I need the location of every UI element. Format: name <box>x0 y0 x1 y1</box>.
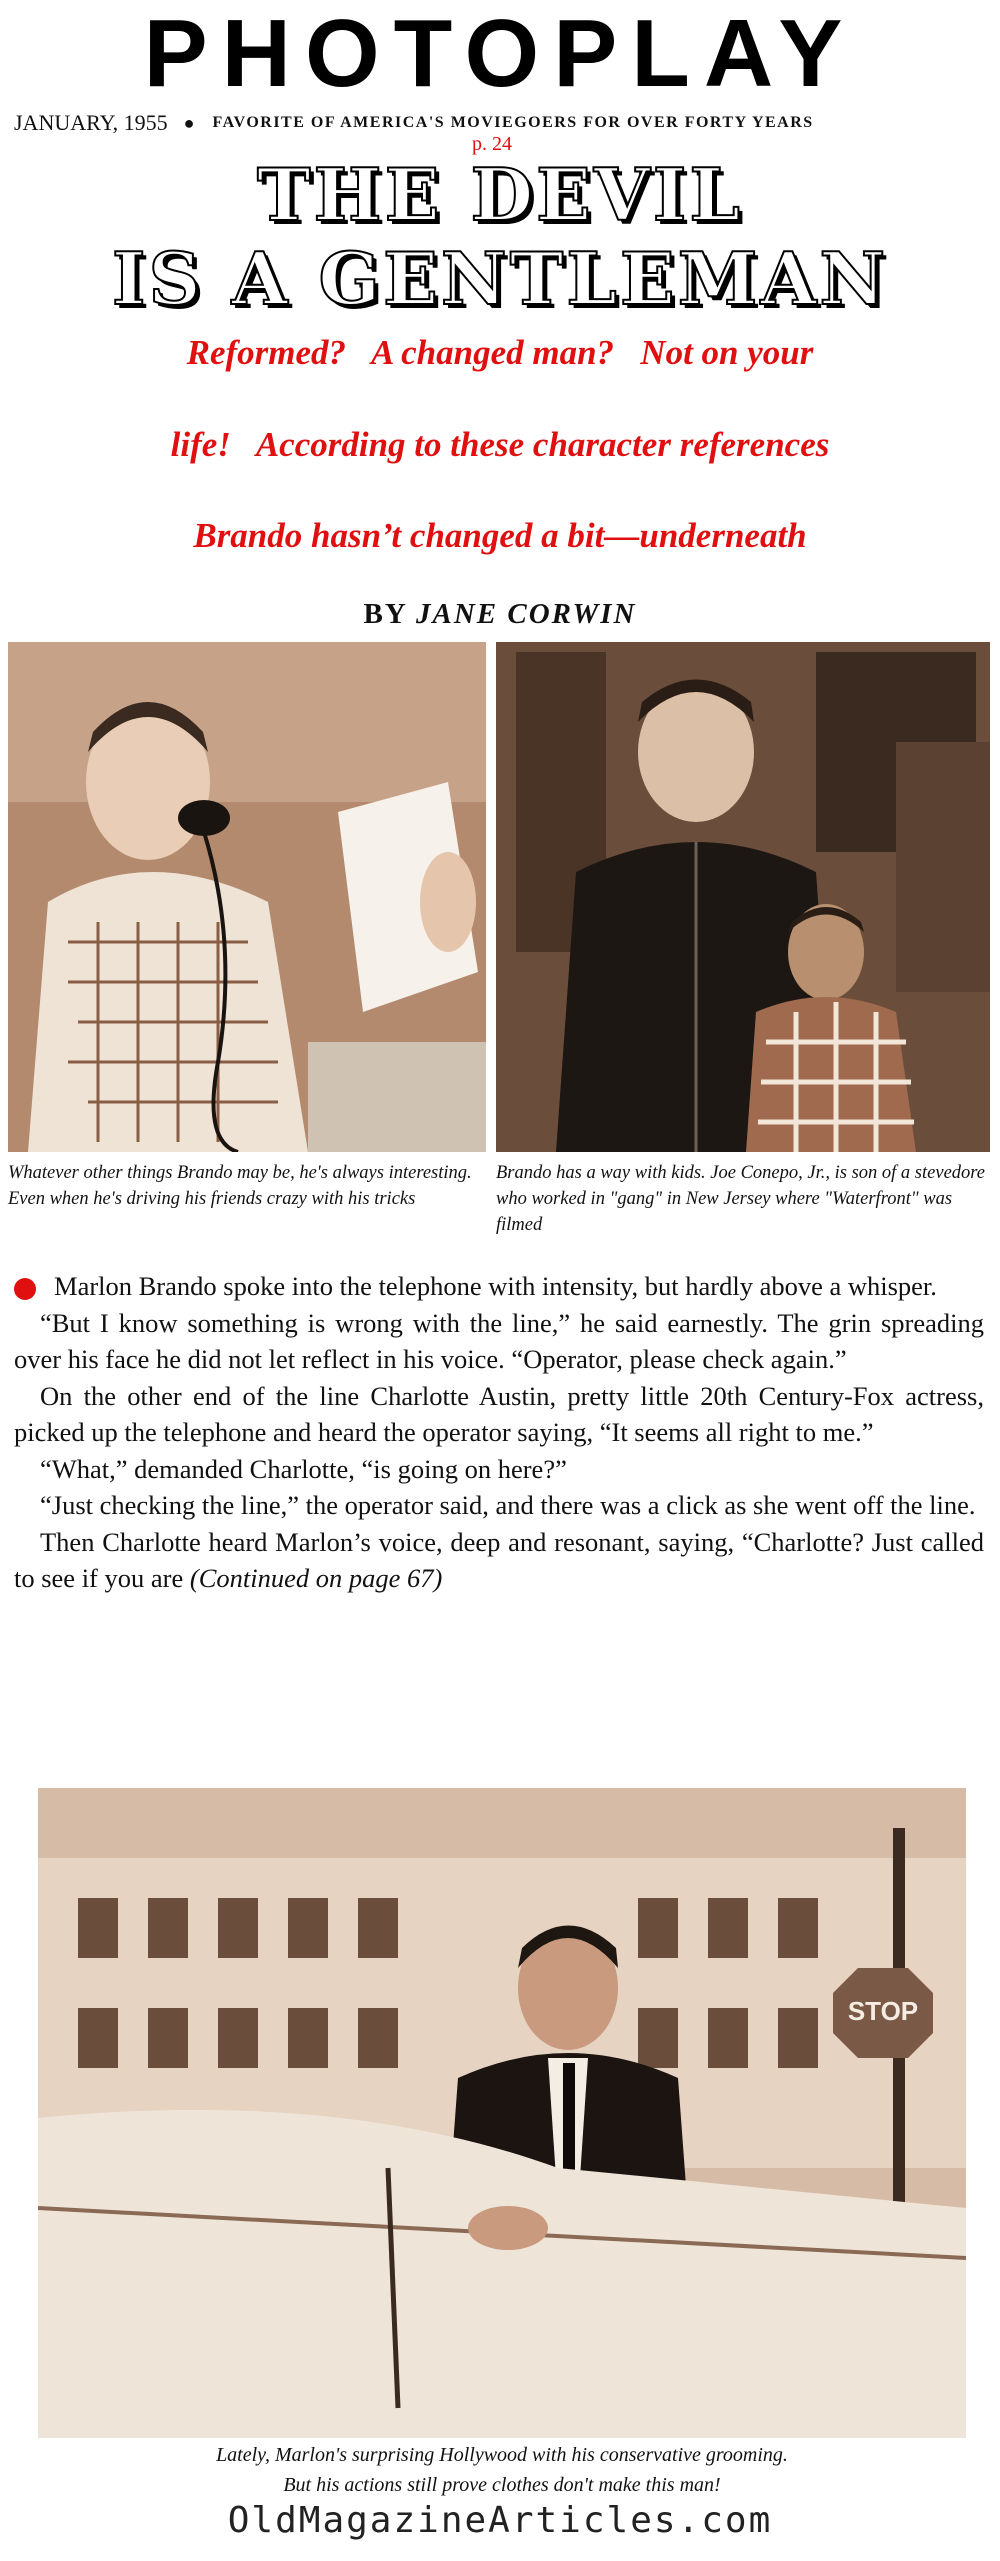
paragraph-4: “What,” demanded Charlotte, “is going on here?” <box>40 1453 567 1484</box>
issue-date: JANUARY, 1955 <box>14 110 168 135</box>
dateline-bullet: ● <box>183 112 195 133</box>
red-bullet-icon <box>14 1278 36 1300</box>
magazine-slogan: FAVORITE OF AMERICA'S MOVIEGOERS FOR OVER FORTY YEARS <box>212 114 814 131</box>
photo-brando-in-car <box>38 1788 966 2438</box>
magazine-masthead: PHOTOPLAY <box>143 0 857 107</box>
deck-line-2: life! According to these character references <box>170 425 830 464</box>
photo-brando-with-kid-illustration <box>496 642 990 1152</box>
byline <box>0 598 1000 631</box>
paragraph-1 <box>14 1268 984 1305</box>
photo-brando-in-car-illustration <box>38 1788 966 2438</box>
paragraph-2: “But I know something is wrong with the line,” he said earnestly. The grin spreading over his face he did not let reflect in his voice. “Operator, please check again.” <box>14 1307 984 1374</box>
photo-brando-telephone <box>8 642 486 1152</box>
paragraph-6 <box>14 1524 984 1597</box>
headline-line-2: IS A GENTLEMAN <box>111 236 889 321</box>
deck-line-3: Brando hasn’t changed a bit—underneath <box>193 516 807 555</box>
photo3-caption-line-1: Lately, Marlon's surprising Hollywood with his conservative grooming. <box>216 2444 788 2466</box>
photo1-caption: Whatever other things Brando may be, he's always interesting. Even when he's driving his friends crazy with his tricks <box>8 1163 472 1209</box>
paragraph-5: “Just checking the line,” the operator said, and there was a click as she went off the line. <box>40 1490 976 1520</box>
headline-line-1: THE DEVIL <box>256 152 744 237</box>
stop-sign-text: STOP <box>847 1996 919 2026</box>
site-watermark: OldMagazineArticles.com <box>227 2500 773 2541</box>
byline-prefix: BY <box>363 598 407 630</box>
paragraph-6-text: Then Charlotte heard Marlon’s voice, deep and resonant, saying, “Charlotte? Just called to see if you are <box>14 1526 984 1593</box>
paragraph-3: On the other end of the line Charlotte Austin, pretty little 20th Century-Fox actress, picked up the telephone and heard the operator saying, “It seems all right to me.” <box>14 1380 984 1447</box>
article-body <box>14 1268 984 1597</box>
photo-brando-telephone-illustration <box>8 642 486 1152</box>
page-reference: p. 24 <box>472 133 512 155</box>
paragraph-1-text: Marlon Brando spoke into the telephone with intensity, but hardly above a whisper. <box>54 1271 937 1301</box>
deck-line-1: Reformed? A changed man? Not on your <box>186 333 814 372</box>
author-name: JANE CORWIN <box>415 598 637 630</box>
photo2-caption: Brando has a way with kids. Joe Conepo, Jr., is son of a stevedore who worked in "gang" in New Jersey where "Waterfront" was filmed <box>496 1163 986 1235</box>
photo3-caption-line-2: But his actions still prove clothes don't make this man! <box>283 2474 721 2496</box>
photo-brando-with-kid <box>496 642 990 1152</box>
continued-note: (Continued on page 67) <box>189 1563 443 1593</box>
photo3-caption <box>38 2440 966 2500</box>
